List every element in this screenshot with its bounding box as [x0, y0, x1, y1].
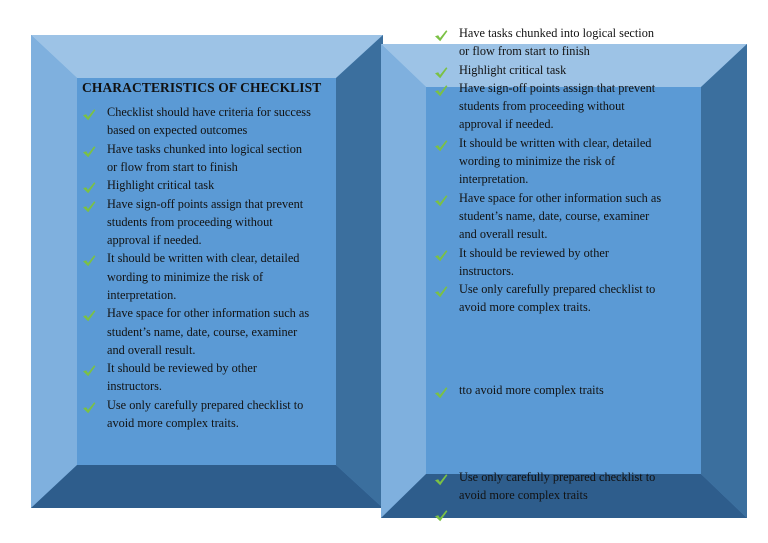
checkmark-icon	[434, 66, 448, 79]
checkmark-icon-wrap	[82, 401, 96, 414]
checklist-item-line: avoid more complex traits.	[107, 416, 239, 431]
checklist-item-line: instructors.	[107, 379, 162, 394]
left-panel	[31, 35, 383, 508]
checkmark-icon	[434, 29, 448, 42]
checklist-item-line: tto avoid more complex traits	[459, 383, 604, 397]
checkmark-icon	[434, 139, 448, 152]
checkmark-icon	[434, 473, 448, 486]
checklist-item-line: Have space for other information such as	[107, 306, 310, 321]
checkmark-icon-wrap	[82, 181, 96, 194]
checklist-item-line: student’s name, date, course, examiner	[459, 208, 650, 223]
checkmark-icon-wrap	[434, 249, 448, 262]
checklist-item-line: Use only carefully prepared checklist to	[459, 282, 656, 297]
checklist-item-line: interpretation.	[459, 172, 529, 187]
checkmark-icon-wrap	[82, 145, 96, 158]
checklist-item-line: wording to minimize the risk of	[107, 269, 264, 284]
checkmark-icon-wrap	[434, 386, 448, 399]
checkmark-icon	[82, 254, 96, 267]
checklist-item-line: It should be reviewed by other	[459, 245, 609, 260]
checklist-item-line: Checklist should have criteria for success	[107, 105, 311, 119]
checklist-item-line: interpretation.	[107, 287, 177, 302]
checklist-item-line: approval if needed.	[107, 233, 202, 248]
checkmark-icon	[434, 249, 448, 262]
checkmark-icon	[82, 401, 96, 414]
checkmark-icon-wrap	[82, 309, 96, 322]
checkmark-icon	[82, 364, 96, 377]
checkmark-icon-wrap	[434, 29, 448, 42]
checkmark-icon-wrap	[434, 194, 448, 207]
checkmark-icon-wrap	[82, 108, 96, 121]
checkmark-icon	[434, 386, 448, 399]
checklist-item-line: Have tasks chunked into logical section	[107, 141, 302, 156]
checkmark-icon	[82, 181, 96, 194]
checklist-item-line: and overall result.	[107, 342, 196, 357]
checklist-item-line: instructors.	[459, 263, 514, 278]
checkmark-icon-wrap	[434, 139, 448, 152]
checkmark-icon	[434, 194, 448, 207]
checkmark-icon-wrap	[434, 285, 448, 298]
checklist-item-line: Use only carefully prepared checklist to	[107, 397, 304, 412]
checklist-item-line: It should be written with clear, detailed	[459, 135, 652, 150]
checklist-item-line: or flow from start to finish	[459, 44, 590, 59]
checklist-item-line: avoid more complex traits.	[459, 300, 591, 315]
checkmark-icon-wrap	[434, 84, 448, 97]
right-checklist	[434, 0, 734, 543]
checkmark-icon	[434, 84, 448, 97]
checklist-item-line: It should be written with clear, detailed	[107, 251, 300, 266]
checklist-item-line: Have tasks chunked into logical section	[459, 26, 654, 40]
checklist-item-line: wording to minimize the risk of	[459, 154, 616, 169]
checklist-item-line: avoid more complex traits	[459, 488, 588, 503]
checklist-item-line: Have space for other information such as	[459, 190, 662, 205]
checklist-item-line: Have sign-off points assign that prevent	[107, 196, 304, 211]
checklist-item-line: Highlight critical task	[107, 178, 215, 193]
checkmark-icon	[82, 200, 96, 213]
checklist-item-line: Use only carefully prepared checklist to	[459, 470, 656, 484]
checklist-item-line: students from proceeding without	[459, 99, 625, 114]
checkmark-icon-wrap	[82, 200, 96, 213]
checkmark-icon	[434, 509, 448, 522]
checkmark-icon	[82, 309, 96, 322]
checkmark-icon-wrap	[434, 473, 448, 486]
checklist-item-line: Highlight critical task	[459, 62, 567, 77]
checkmark-icon-wrap	[434, 66, 448, 79]
checkmark-icon	[434, 285, 448, 298]
checklist-item-line: based on expected outcomes	[107, 123, 248, 138]
checkmark-icon	[82, 145, 96, 158]
checkmark-icon-wrap	[82, 364, 96, 377]
checkmark-icon-wrap	[82, 254, 96, 267]
checklist-item-line: students from proceeding without	[107, 214, 273, 229]
checklist-title: CHARACTERISTICS OF CHECKLIST	[82, 80, 322, 95]
checklist-item-line: student’s name, date, course, examiner	[107, 324, 298, 339]
checkmark-icon-wrap	[434, 509, 448, 522]
checkmark-icon	[82, 108, 96, 121]
checklist-item-line: Have sign-off points assign that prevent	[459, 80, 656, 95]
checklist-item-line: or flow from start to finish	[107, 159, 238, 174]
checklist-item-line: approval if needed.	[459, 117, 554, 132]
checklist-item-line: It should be reviewed by other	[107, 361, 257, 376]
checklist-item-line: and overall result.	[459, 227, 548, 242]
